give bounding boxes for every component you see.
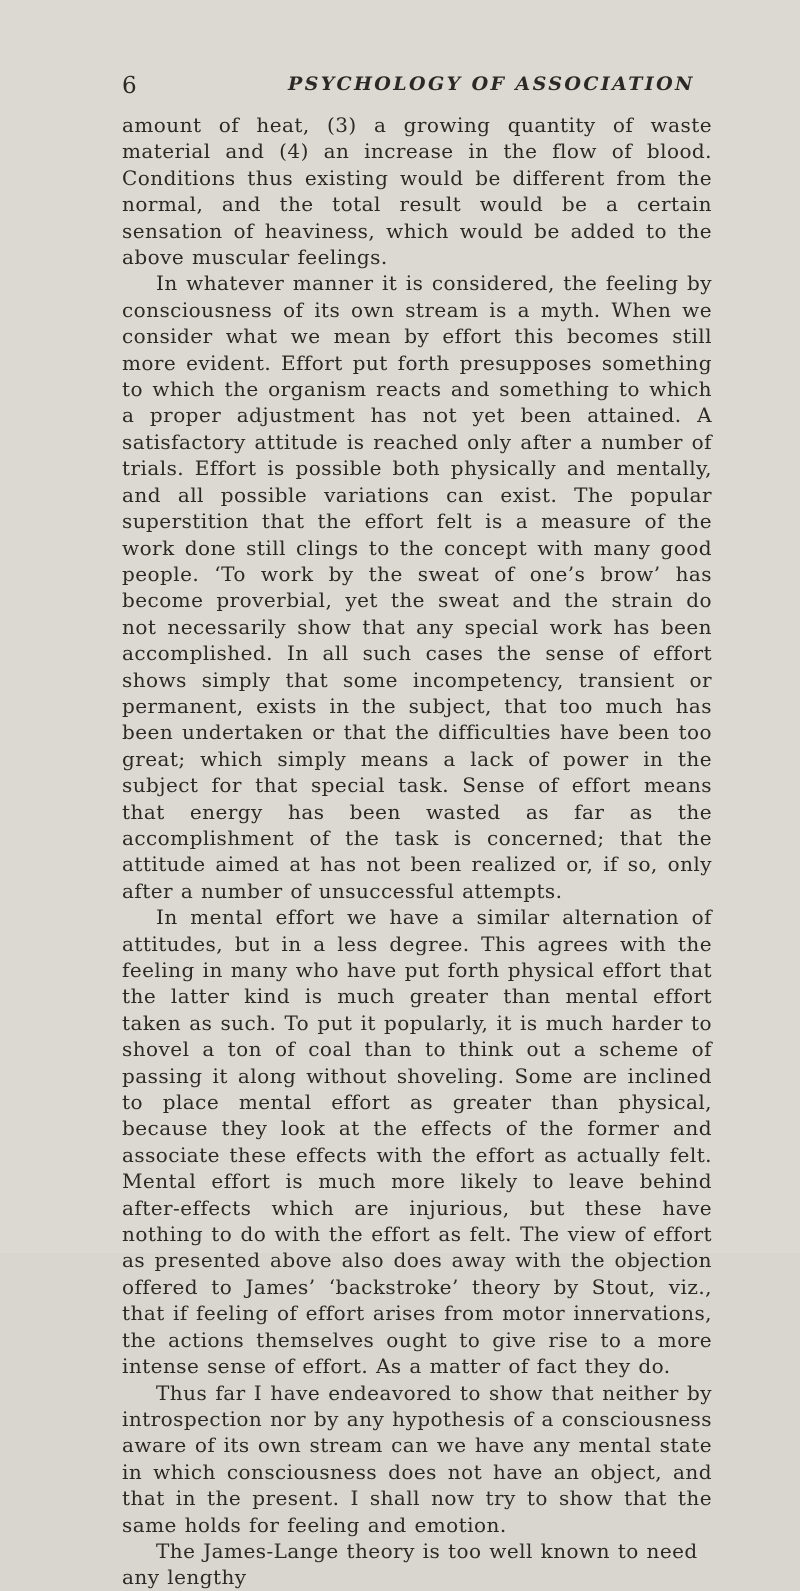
- paragraph-mental-effort: In mental effort we have a similar alternation of attitudes, but in a less degree. This agrees with the feeling in many who have put forth physical effort that the latter kind is much greater than mental effort taken as such. To put it popularly, it is much harder to shovel a ton of coal than to think out a scheme of passing it along without shoveling. Some are inclined to place mental effort as greater than physical, because they look at the effects of the former and associate these effects with the effort as actually felt. Mental effort is much more likely to leave behind after-effects which are injurious, but these have nothing to do with the effort as felt. The view of effort as presented above also does away with the objection offered to James’ ‘backstroke’ theory by Stout, viz., that if feeling of effort arises from motor innervations, the actions themselves ought to give rise to a more intense sense of effort. As a matter of fact they do.: [122, 905, 712, 1379]
- page-header: [0, 73, 800, 103]
- page-number: 6: [122, 73, 138, 99]
- paragraph-effort: In whatever manner it is considered, the feeling by consciousness of its own stream is a myth. When we consider what we mean by effort this becomes still more evident. Effort put forth presupposes something to which the organism reacts and something to which a proper adjustment has not yet been attained. A satisfactory attitude is reached only after a number of trials. Effort is possible both physically and mentally, and all possible variations can exist. The popular superstition that the effort felt is a measure of the work done still clings to the concept with many good people. ‘To work by the sweat of one’s brow’ has become proverbial, yet the sweat and the strain do not necessarily show that any special work has been accomplished. In all such cases the sense of effort shows simply that some incompetency, transient or permanent, exists in the subject, that too much has been undertaken or that the difficulties have been too great; which simply means a lack of power in the subject for that special task. Sense of effort means that energy has been wasted as far as the accomplishment of the task is concerned; that the attitude aimed at has not been realized or, if so, only after a number of unsuccessful attempts.: [122, 271, 712, 903]
- body-text: [122, 112, 712, 1591]
- paragraph-introspection: Thus far I have endeavored to show that neither by introspection nor by any hypothesis of a consciousness aware of its own stream can we have any mental state in which consciousness does not have an object, and that in the present. I shall now try to show that the same holds for feeling and emotion.: [122, 1380, 712, 1537]
- paragraph-continuation: amount of heat, (3) a growing quantity of waste material and (4) an increase in the flow of blood. Conditions thus existing would be different from the normal, and the total result would be a certain sensation of heaviness, which would be added to the above muscular feelings.: [122, 113, 712, 270]
- running-head: PSYCHOLOGY OF ASSOCIATION: [288, 73, 695, 95]
- paragraph-james-lange: The James-Lange theory is too well known to need any lengthy: [122, 1538, 698, 1590]
